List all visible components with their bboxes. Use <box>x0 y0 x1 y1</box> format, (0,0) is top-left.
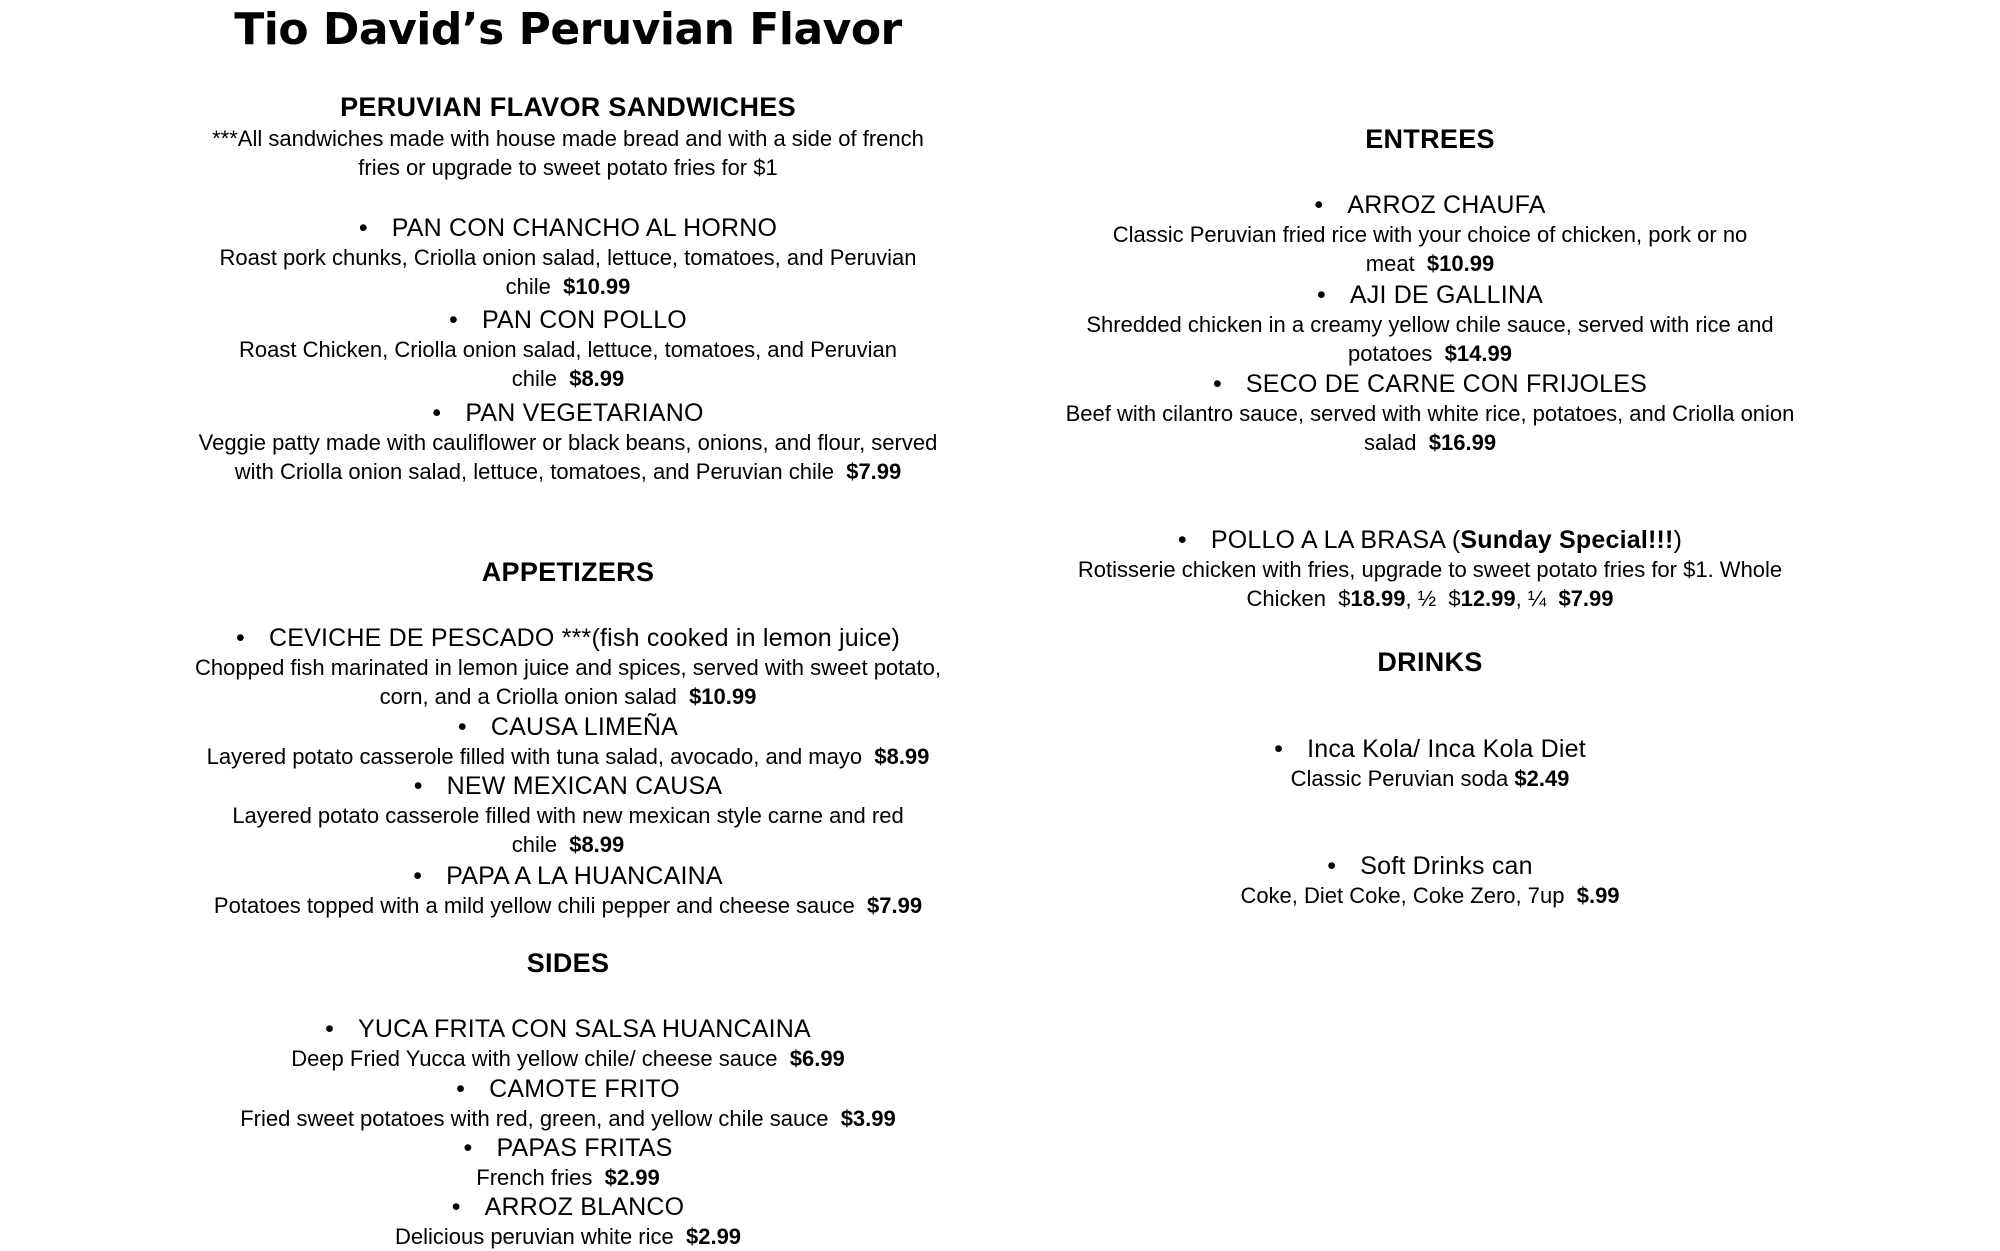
item-description: with Criolla onion salad, lettuce, tomatoes, and Peruvian chile <box>234 459 834 484</box>
item-description: salad <box>1363 430 1417 455</box>
item-description: Classic Peruvian soda <box>1290 766 1509 791</box>
bullet-icon: • <box>1212 370 1222 398</box>
item-description: Rotisserie chicken with fries, upgrade to sweet potato fries for $1. Whole <box>1077 557 1783 582</box>
sandwiches-note <box>150 124 986 182</box>
item-description: Chicken <box>1246 586 1326 611</box>
bullet-icon: • <box>456 1075 466 1103</box>
item-description: French fries <box>476 1165 593 1190</box>
menu-item-ceviche <box>150 623 986 711</box>
price-whole-sign: $ <box>1338 586 1351 611</box>
menu-item-aji-de-gallina <box>1030 280 1830 368</box>
item-price: $14.99 <box>1444 341 1512 366</box>
item-price: $2.99 <box>685 1224 742 1249</box>
bullet-icon: • <box>235 624 245 652</box>
item-name: SECO DE CARNE CON FRIJOLES <box>1245 370 1648 398</box>
item-price: $8.99 <box>874 744 930 769</box>
item-name: ARROZ BLANCO <box>484 1193 685 1221</box>
menu-item-inca-kola <box>1030 734 1830 793</box>
item-name: ARROZ CHAUFA <box>1347 191 1546 219</box>
item-price: $7.99 <box>846 459 902 484</box>
section-title-sides: SIDES <box>526 948 610 978</box>
menu-item-arroz-chaufa <box>1030 190 1830 278</box>
item-name: PAPA A LA HUANCAINA <box>446 862 723 890</box>
item-description: Layered potato casserole filled with tuna salad, avocado, and mayo <box>206 744 863 769</box>
bullet-icon: • <box>1327 852 1337 880</box>
item-price: $6.99 <box>789 1046 845 1071</box>
section-title-sandwiches: PERUVIAN FLAVOR SANDWICHES <box>340 92 796 122</box>
bullet-icon: • <box>413 772 423 800</box>
price-half-sign: $ <box>1448 586 1461 611</box>
menu-item-causa-limena <box>150 712 986 771</box>
bullet-icon: • <box>463 1134 473 1162</box>
item-price: $2.49 <box>1514 766 1570 791</box>
bullet-icon: • <box>413 862 423 890</box>
menu-item-soft-drinks <box>1030 851 1830 910</box>
item-name: PAN VEGETARIANO <box>465 399 704 427</box>
item-description: Beef with cilantro sauce, served with white rice, potatoes, and Criolla onion <box>1065 401 1795 426</box>
menu-item-papa-huancaina <box>150 861 986 920</box>
section-title-entrees: ENTREES <box>1365 124 1495 154</box>
menu-item-arroz-blanco <box>150 1192 986 1251</box>
item-name-end: ) <box>1673 526 1683 554</box>
item-description: Shredded chicken in a creamy yellow chile sauce, served with rice and <box>1086 312 1774 337</box>
item-name: PAPAS FRITAS <box>496 1134 673 1162</box>
sandwiches-note-line: fries or upgrade to sweet potato fries for $1 <box>358 155 778 180</box>
menu-item-pollo-a-la-brasa <box>1030 525 1830 613</box>
menu-item-papas-fritas <box>150 1133 986 1192</box>
sandwiches-note-line: ***All sandwiches made with house made bread and with a side of french <box>212 126 924 151</box>
item-price: $10.99 <box>563 274 631 299</box>
item-description: chile <box>505 274 551 299</box>
menu-item-pan-vegetariano <box>150 398 986 486</box>
half-label: , ½ <box>1405 586 1437 611</box>
price-whole: 18.99 <box>1350 586 1406 611</box>
item-description: Coke, Diet Coke, Coke Zero, 7up <box>1240 883 1565 908</box>
item-description: Potatoes topped with a mild yellow chili pepper and cheese sauce <box>213 893 855 918</box>
item-name: Inca Kola/ Inca Kola Diet <box>1307 735 1586 763</box>
section-title-appetizers: APPETIZERS <box>481 557 655 587</box>
bullet-icon: • <box>449 306 458 334</box>
item-description: meat <box>1365 251 1415 276</box>
item-name: Soft Drinks can <box>1360 852 1533 880</box>
bullet-icon: • <box>432 399 442 427</box>
special-badge: Sunday Special!!! <box>1460 526 1674 554</box>
item-description: Chopped fish marinated in lemon juice and spices, served with sweet potato, <box>195 655 941 680</box>
item-name: PAN CON CHANCHO AL HORNO <box>391 214 778 242</box>
item-price: $10.99 <box>689 684 757 709</box>
item-price: $3.99 <box>840 1106 896 1131</box>
item-price: $7.99 <box>867 893 923 918</box>
item-name: CAMOTE FRITO <box>489 1075 680 1103</box>
bullet-icon: • <box>1274 735 1284 763</box>
menu-item-new-mexican-causa <box>150 771 986 859</box>
item-name: PAN CON POLLO <box>481 306 687 334</box>
item-description: Delicious peruvian white rice <box>394 1224 674 1249</box>
item-name: AJI DE GALLINA <box>1349 281 1544 309</box>
item-description: Veggie patty made with cauliflower or black beans, onions, and flour, served <box>198 430 938 455</box>
item-price: $16.99 <box>1428 430 1497 455</box>
item-description: Roast pork chunks, Criolla onion salad, lettuce, tomatoes, and Peruvian <box>219 245 917 270</box>
item-description: corn, and a Criolla onion salad <box>379 684 677 709</box>
item-description: chile <box>511 366 557 391</box>
item-price: $2.99 <box>604 1165 660 1190</box>
menu-item-pan-con-pollo <box>150 305 986 393</box>
item-name: NEW MEXICAN CAUSA <box>446 772 723 800</box>
bullet-icon: • <box>358 214 368 242</box>
price-quarter: $7.99 <box>1558 586 1614 611</box>
bullet-icon: • <box>1314 191 1324 219</box>
item-description: potatoes <box>1348 341 1433 366</box>
bullet-icon: • <box>1316 281 1326 309</box>
menu-item-yuca-frita <box>150 1014 986 1073</box>
item-description: Roast Chicken, Criolla onion salad, lettuce, tomatoes, and Peruvian <box>239 337 897 362</box>
item-price: $10.99 <box>1426 251 1495 276</box>
menu-item-pan-con-chancho <box>150 213 986 301</box>
item-name: CAUSA LIMEÑA <box>490 713 679 741</box>
quarter-label: , ¼ <box>1515 586 1547 611</box>
item-description: chile <box>511 832 557 857</box>
bullet-icon: • <box>1177 526 1187 554</box>
item-description: Deep Fried Yucca with yellow chile/ cheese sauce <box>291 1046 778 1071</box>
item-name: CEVICHE DE PESCADO ***(fish cooked in lemon juice) <box>268 624 900 652</box>
section-title-drinks: DRINKS <box>1377 647 1483 677</box>
item-name: POLLO A LA BRASA ( <box>1210 526 1461 554</box>
menu-title: Tio David’s Peruvian Flavor <box>234 4 902 55</box>
item-name: YUCA FRITA CON SALSA HUANCAINA <box>358 1015 811 1043</box>
item-price: $8.99 <box>569 366 625 391</box>
menu-item-seco-de-carne <box>1030 369 1830 457</box>
item-description: Classic Peruvian fried rice with your choice of chicken, pork or no <box>1112 222 1748 247</box>
item-price: $8.99 <box>569 832 625 857</box>
menu-item-camote-frito <box>150 1074 986 1133</box>
item-description: Layered potato casserole filled with new mexican style carne and red <box>232 803 904 828</box>
bullet-icon: • <box>325 1015 335 1043</box>
bullet-icon: • <box>451 1193 461 1221</box>
item-price: $.99 <box>1576 883 1620 908</box>
item-description: Fried sweet potatoes with red, green, and yellow chile sauce <box>240 1106 829 1131</box>
bullet-icon: • <box>457 713 467 741</box>
price-half: 12.99 <box>1460 586 1516 611</box>
